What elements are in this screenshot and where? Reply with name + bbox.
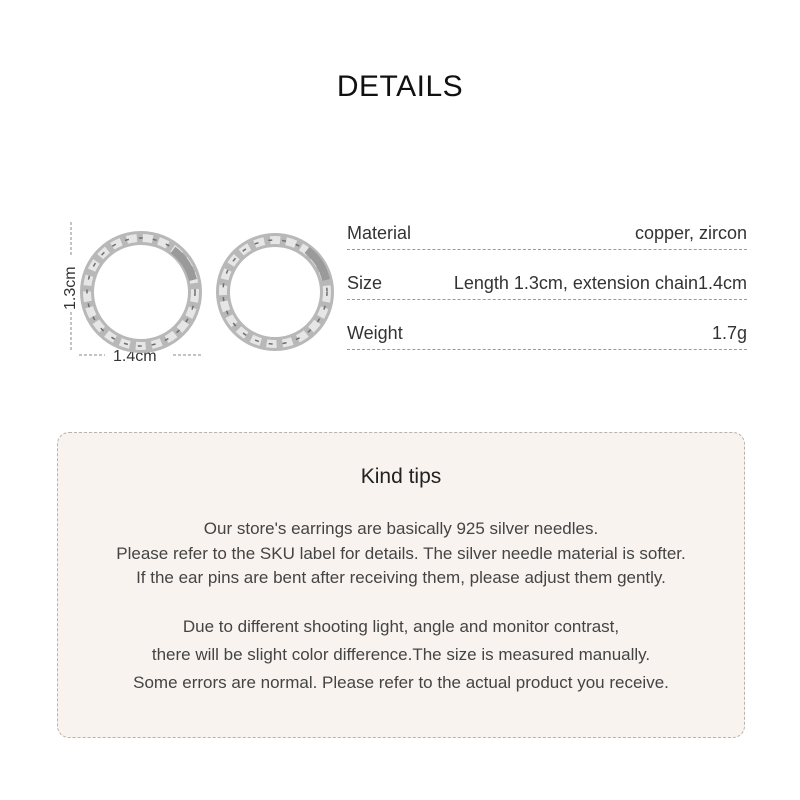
spec-value: 1.7g — [711, 323, 747, 343]
product-image — [55, 220, 215, 370]
tips-line: there will be slight color difference.The size is measured manually. — [151, 645, 651, 664]
tips-title: Kind tips — [360, 465, 442, 488]
tips-line: Our store's earrings are basically 925 silver needles. — [203, 519, 599, 538]
tips-paragraph-2 — [58, 613, 744, 697]
tips-line: Please refer to the SKU label for details. The silver needle material is softer. — [116, 543, 686, 563]
spec-label: Material — [347, 223, 412, 243]
height-dimension-label: 1.3cm — [62, 266, 79, 310]
tips-line: If the ear pins are bent after receiving them, please adjust them gently. — [136, 568, 666, 587]
spec-table — [347, 200, 747, 350]
right-earring-image — [215, 232, 335, 352]
spec-value: Length 1.3cm, extension chain1.4cm — [453, 273, 747, 293]
spec-value: copper, zircon — [634, 223, 747, 243]
spec-row-size — [347, 250, 747, 300]
kind-tips-box — [57, 432, 745, 738]
tips-paragraph-1 — [58, 517, 744, 591]
width-dimension-label: 1.4cm — [113, 348, 157, 365]
hoop-earrings-image — [55, 220, 215, 370]
spec-row-weight — [347, 300, 747, 350]
spec-label: Size — [347, 273, 383, 293]
tips-line: Some errors are normal. Please refer to the actual product you receive. — [133, 673, 669, 692]
spec-row-material — [347, 200, 747, 250]
spec-label: Weight — [347, 323, 403, 343]
tips-line: Due to different shooting light, angle and monitor contrast, — [182, 617, 620, 636]
hoop-earring-icon — [215, 232, 335, 352]
left-earring — [87, 238, 195, 346]
page-title: DETAILS — [336, 70, 464, 103]
